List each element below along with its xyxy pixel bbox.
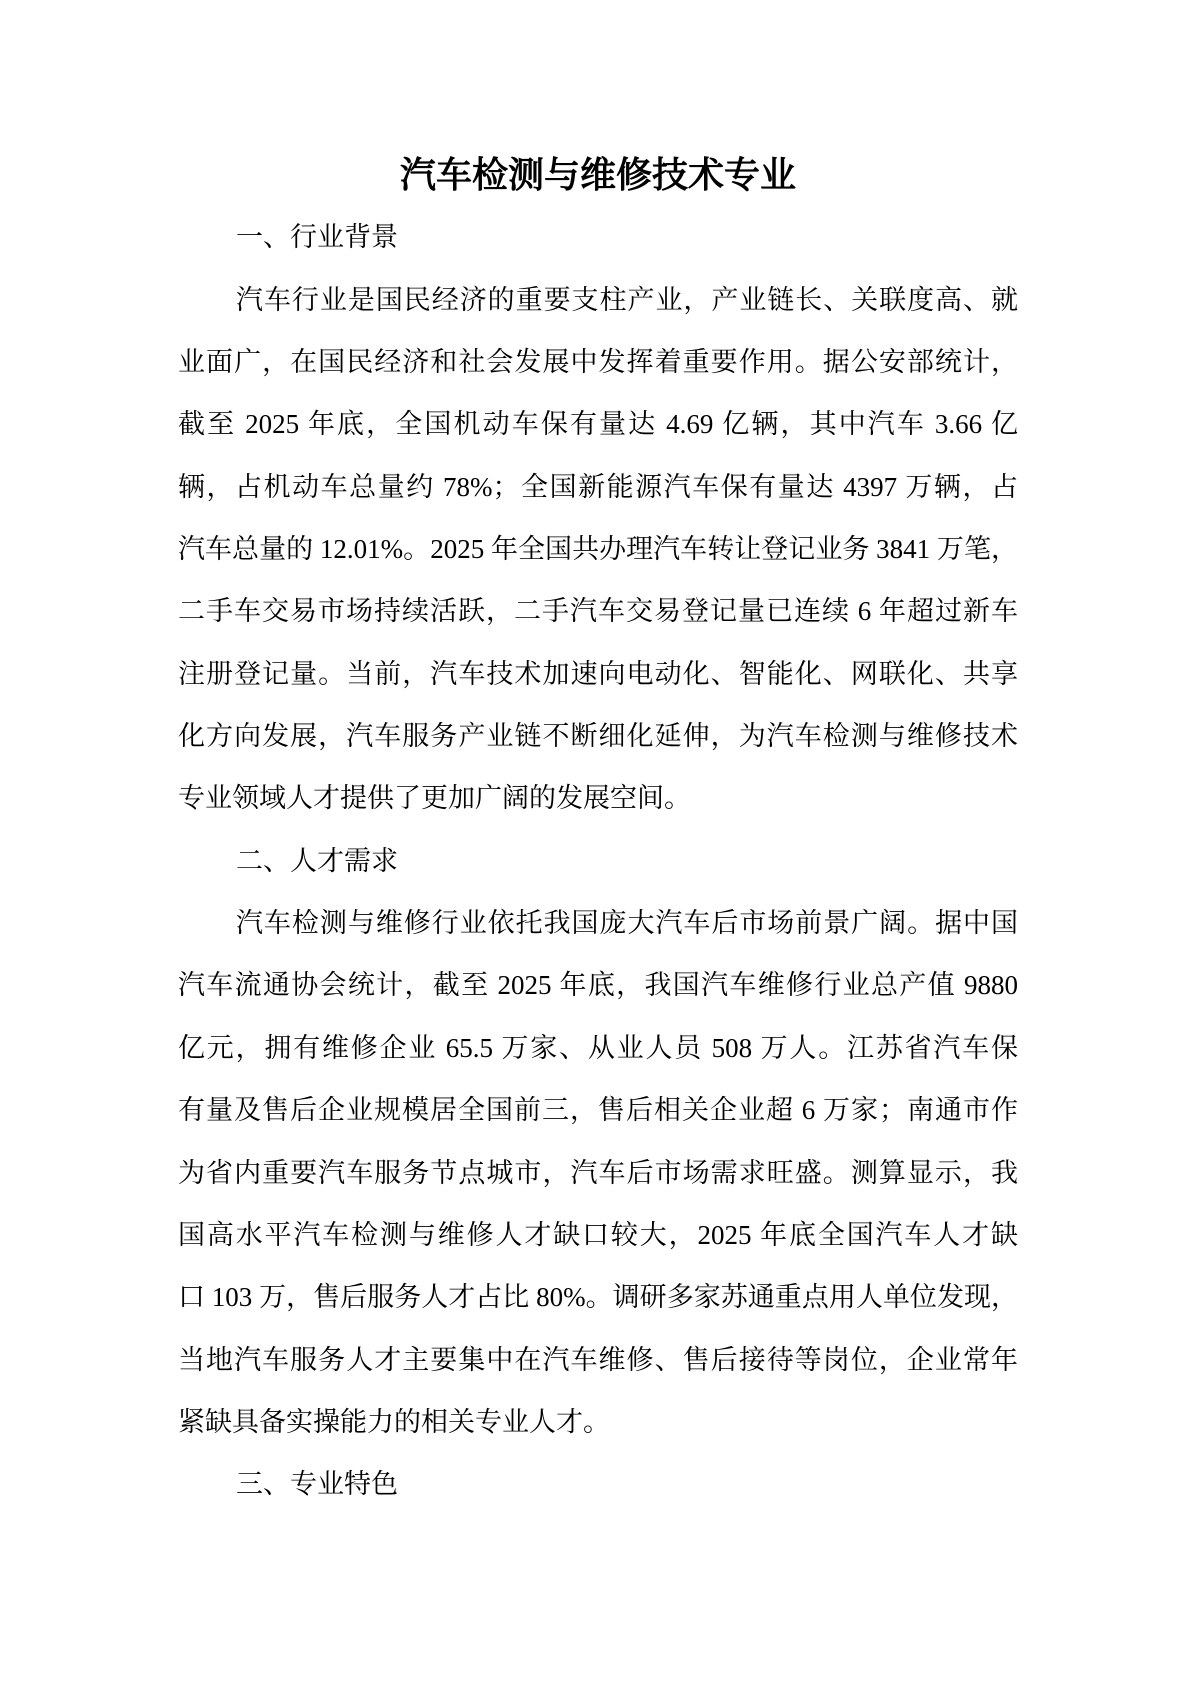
text-line: 口 103 万，售后服务人才占比 80%。调研多家苏通重点用人单位发现， (178, 1282, 1018, 1313)
section-heading: 一、行业背景 (236, 222, 398, 253)
text-line: 辆，占机动车总量约 78%；全国新能源汽车保有量达 4397 万辆，占 (178, 471, 1018, 502)
text-line: 化方向发展，汽车服务产业链不断细化延伸，为汽车检测与维修技术 (178, 721, 1018, 752)
text-line: 汽车总量的 12.01%。2025 年全国共办理汽车转让登记业务 3841 万笔， (178, 534, 1018, 565)
text-line: 注册登记量。当前，汽车技术加速向电动化、智能化、网联化、共享 (178, 658, 1018, 689)
text-line: 有量及售后企业规模居全国前三，售后相关企业超 6 万家；南通市作 (178, 1095, 1018, 1126)
text-line: 专业领域人才提供了更加广阔的发展空间。 (178, 783, 691, 814)
text-line: 当地汽车服务人才主要集中在汽车维修、售后接待等岗位，企业常年 (178, 1344, 1018, 1375)
page-title: 汽车检测与维修技术专业 (399, 155, 796, 195)
text-line: 汽车流通协会统计，截至 2025 年底，我国汽车维修行业总产值 9880 (178, 970, 1018, 1001)
text-line: 截至 2025 年底，全国机动车保有量达 4.69 亿辆，其中汽车 3.66 亿 (178, 409, 1018, 440)
text-line: 业面广，在国民经济和社会发展中发挥着重要作用。据公安部统计， (178, 347, 1018, 378)
document-body (178, 206, 1018, 1515)
text-line: 汽车行业是国民经济的重要支柱产业，产业链长、关联度高、就 (236, 284, 1018, 315)
text-line: 二手车交易市场持续活跃，二手汽车交易登记量已连续 6 年超过新车 (178, 596, 1018, 627)
text-line: 汽车检测与维修行业依托我国庞大汽车后市场前景广阔。据中国 (236, 908, 1018, 939)
text-line: 紧缺具备实操能力的相关专业人才。 (178, 1406, 610, 1437)
text-line: 为省内重要汽车服务节点城市，汽车后市场需求旺盛。测算显示，我 (178, 1157, 1018, 1188)
text-line: 国高水平汽车检测与维修人才缺口较大，2025 年底全国汽车人才缺 (178, 1219, 1018, 1250)
text-line: 亿元，拥有维修企业 65.5 万家、从业人员 508 万人。江苏省汽车保 (178, 1032, 1018, 1063)
section-heading: 二、人才需求 (236, 845, 398, 876)
section-heading: 三、专业特色 (236, 1469, 398, 1500)
